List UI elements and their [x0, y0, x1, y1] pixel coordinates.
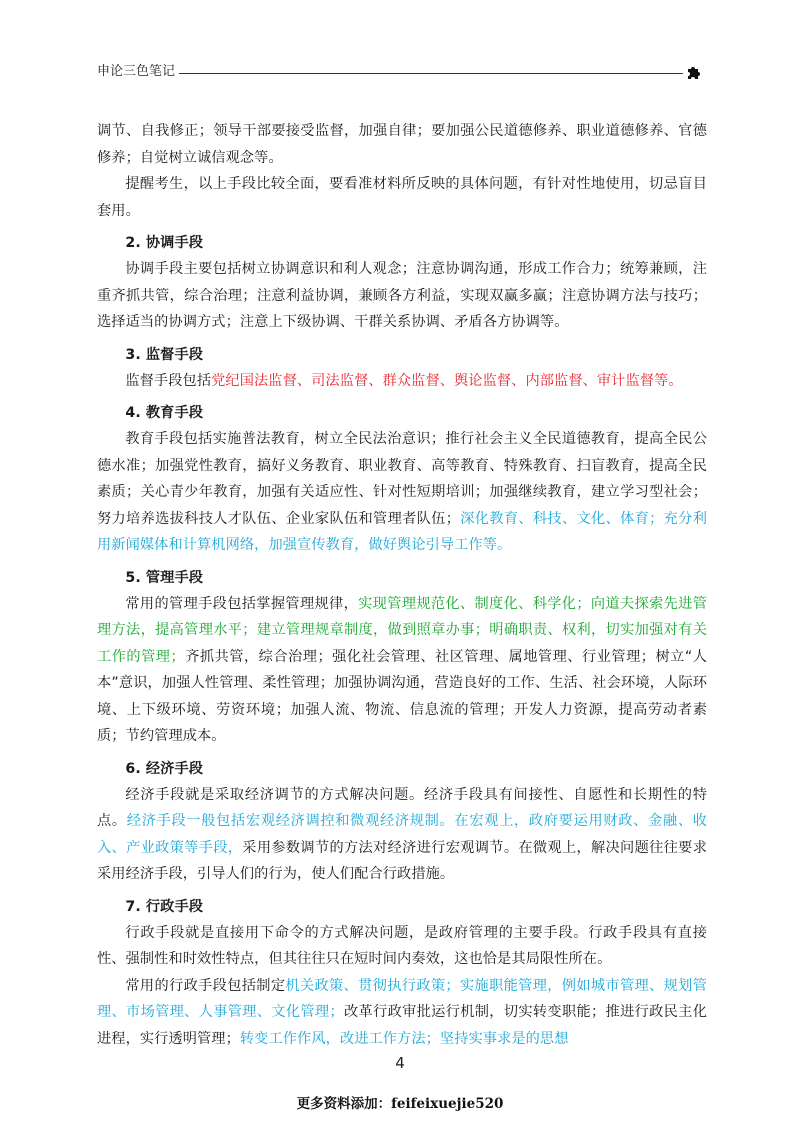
economic-highlight-cyan: 经济手段一般包括宏观经济调控和微观经济规制。在宏观上，政府要运用财政、金融、收入、产业政策等手段， [97, 813, 708, 856]
section-heading-management: 5. 管理手段 [125, 569, 204, 586]
administrative-paragraph-1: 行政手段就是直接用下命令的方式解决问题，是政府管理的主要手段。行政手段具有直接性、强制性和时效性特点，但其往往只在短时间内奏效，这也恰是其局限性所在。 [97, 924, 707, 967]
header-rule [179, 73, 683, 74]
administrative-highlight-cyan-1: 机关政策、贯彻执行政策；实施职能管理，例如城市管理、规划管理、市场管理、人事管理、文化管理； [97, 977, 707, 1020]
supervision-lead: 监督手段包括 [125, 372, 212, 389]
management-lead: 常用的管理手段包括掌握管理规律， [125, 595, 359, 612]
section-heading-coordination: 2. 协调手段 [125, 235, 204, 251]
administrative-highlight-cyan-2: 转变工作作风，改进工作方法；坚持实事求是的思想 [239, 1030, 569, 1047]
education-highlight-cyan: 深化教育、科技、文化、体育；充分利用新闻媒体和计算机网络，加强宣传教育，做好舆论引导工作等。 [97, 510, 707, 553]
tip-paragraph: 提醒考生，以上手段比较全面，要看准材料所反映的具体问题，有针对性地使用，切忌盲目套用。 [97, 176, 707, 219]
economic-text: 采用参数调节的方法对经济进行宏观调节。在微观上，解决问题往往要求采用经济手段，引导人们的行为，使人们配合行政措施。 [97, 839, 707, 882]
section-heading-economic: 6. 经济手段 [125, 760, 204, 777]
management-text: 齐抓共管，综合治理；强化社会管理、社区管理、属地管理、行业管理；树立“人本”意识，加强人性管理、柔性管理；加强协调沟通，营造良好的工作、生活、社会环境，人际环境、上下级环境、劳资环境；加强人流、物流、信息流的管理；开发人力资源，提高劳动者素质；节约管理成本。 [97, 648, 708, 744]
footer-note: 更多资料添加：feifeixuejie520 [296, 1096, 504, 1112]
administrative-paragraph-2 [97, 973, 707, 1053]
education-text: 教育手段包括实施普法教育，树立全民法治意识；推行社会主义全民道德教育，提高全民公德水准；加强党性教育，搞好义务教育、职业教育、高等教育、特殊教育、扫盲教育，提高全民素质；关心青少年教育，加强有关适应性、针对性短期培训；加强继续教育，建立学习型社会；努力培养选拔科技人才队伍、企业家队伍和管理者队伍； [97, 431, 707, 527]
supervision-highlight-red: 党纪国法监督、司法监督、群众监督、舆论监督、内部监督、审计监督等。 [211, 372, 683, 389]
coordination-paragraph: 协调手段主要包括树立协调意识和利人观念；注意协调沟通，形成工作合力；统筹兼顾，注重齐抓共管，综合治理；注意利益协调，兼顾各方利益，实现双赢多赢；注意协调方法与技巧；选择适当的协调方式；注意上下级协调、干群关系协调、矛盾各方协调等。 [97, 261, 707, 330]
document-body [97, 118, 707, 1052]
intro-paragraph: 调节、自我修正；领导干部要接受监督，加强自律；要加强公民道德修养、职业道德修养、官德修养；自觉树立诚信观念等。 [97, 123, 707, 166]
economic-paragraph [97, 782, 707, 888]
administrative-text: 改革行政审批运行机制，切实转变职能；推进行政民主化进程，实行透明管理； [97, 1004, 707, 1047]
page-header [97, 61, 703, 85]
puzzle-piece-icon [685, 64, 703, 82]
section-heading-administrative: 7. 行政手段 [125, 898, 204, 915]
section-heading-supervision: 3. 监督手段 [125, 346, 204, 363]
education-paragraph [97, 426, 707, 559]
page-number: 4 [395, 1054, 405, 1072]
header-title: 申论三色笔记 [97, 64, 176, 79]
management-highlight-green: 实现管理规范化、制度化、科学化；向道夫探索先进管理方法，提高管理水平；建立管理规章制度，做到照章办事；明确职责、权利，切实加强对有关工作的管理； [97, 595, 707, 665]
administrative-lead: 常用的行政手段包括制定 [125, 977, 286, 994]
section-heading-education: 4. 教育手段 [125, 405, 204, 421]
management-paragraph [97, 591, 707, 750]
economic-lead: 经济手段就是采取经济调节的方式解决问题。经济手段具有间接性、自愿性和长期性的特点。 [97, 786, 707, 829]
supervision-paragraph [97, 368, 707, 395]
